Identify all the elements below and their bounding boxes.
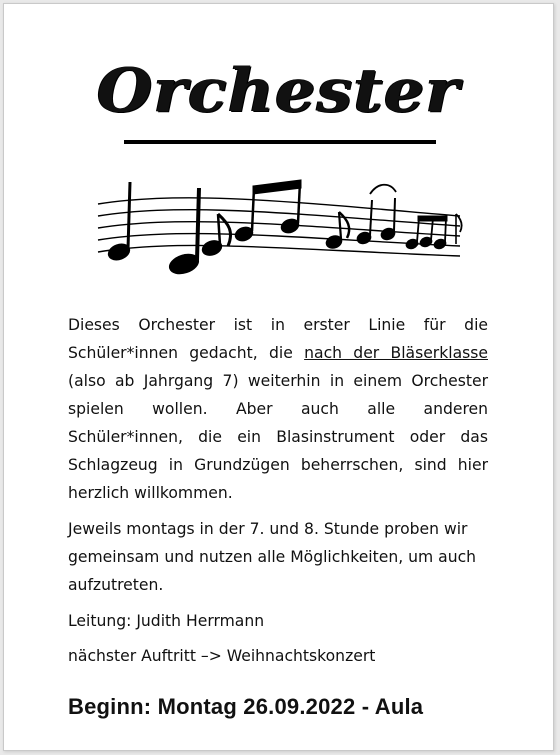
auftritt-text: nächster Auftritt –> Weihnachtskonzert — [68, 647, 376, 665]
highlighted-text: nach der Bläserklasse — [304, 344, 488, 362]
music-notes-icon — [94, 176, 464, 286]
document-page — [3, 3, 554, 751]
description-block — [68, 311, 488, 677]
start-date: Beginn: Montag 26.09.2022 - Aula — [68, 694, 424, 719]
leitung-text: Leitung: Judith Herrmann — [68, 612, 265, 630]
description-paragraph-2: Jeweils montags in der 7. und 8. Stunde proben wir gemeinsam und nutzen alle Möglichkeiten, um auch aufzutreten. — [68, 520, 477, 594]
title-underline — [124, 140, 436, 144]
description-paragraph-1: Dieses Orchester ist in erster Linie für die Schüler*innen gedacht, die nach der Bläserklasse (also ab Jahrgang 7) weiterhin in einem Orchester spielen wollen. Aber auch alle anderen Schüler*innen, die ein Blasinstrument oder das Schlagzeug in Grundzügen beherrschen, sind hier herzlich willkommen. — [68, 316, 488, 502]
page-title: Orchester — [96, 56, 461, 126]
